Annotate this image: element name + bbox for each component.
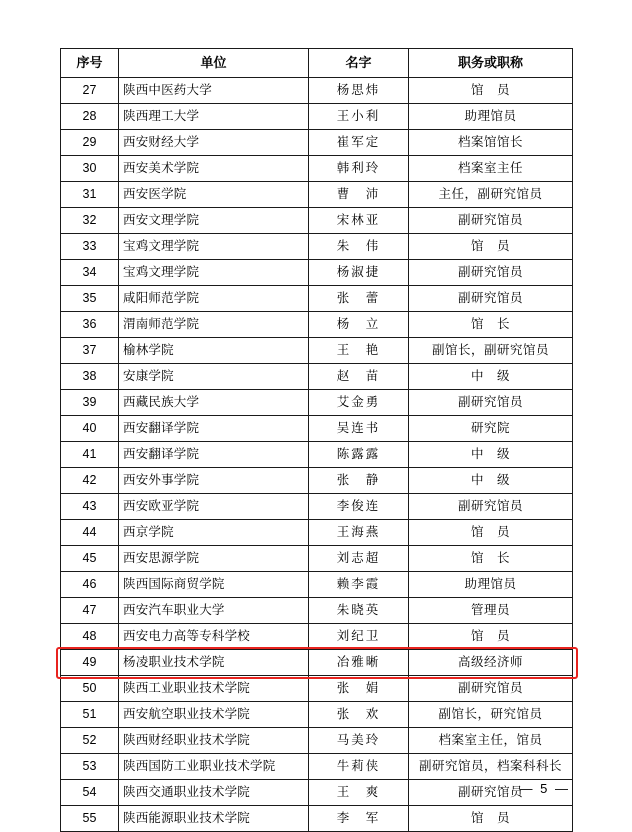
cell-unit: 西安翻译学院 [119,442,309,468]
cell-seq: 45 [61,546,119,572]
cell-seq: 37 [61,338,119,364]
cell-seq: 49 [61,650,119,676]
cell-title: 馆 长 [409,546,573,572]
cell-name: 张 静 [309,468,409,494]
table-row [61,754,573,780]
cell-seq: 34 [61,260,119,286]
cell-seq: 55 [61,806,119,832]
cell-seq: 28 [61,104,119,130]
cell-title: 副研究馆员 [409,208,573,234]
cell-name: 韩利玲 [309,156,409,182]
cell-unit: 陕西能源职业技术学院 [119,806,309,832]
cell-name: 王 爽 [309,780,409,806]
cell-title: 馆 员 [409,234,573,260]
cell-title: 中 级 [409,468,573,494]
page-number: — 5 — [519,781,570,796]
cell-title: 馆 长 [409,312,573,338]
cell-name: 杨思炜 [309,78,409,104]
cell-unit: 杨凌职业技术学院 [119,650,309,676]
cell-unit: 西安欧亚学院 [119,494,309,520]
cell-seq: 31 [61,182,119,208]
table-row [61,546,573,572]
cell-unit: 榆林学院 [119,338,309,364]
cell-unit: 西安美术学院 [119,156,309,182]
cell-unit: 陕西交通职业技术学院 [119,780,309,806]
cell-seq: 32 [61,208,119,234]
cell-name: 王 艳 [309,338,409,364]
table-row [61,364,573,390]
cell-name: 刘志超 [309,546,409,572]
cell-title: 中 级 [409,442,573,468]
table-row [61,806,573,832]
cell-title: 副馆长，研究馆员 [409,702,573,728]
table-row [61,702,573,728]
table-row [61,728,573,754]
table-row [61,520,573,546]
cell-seq: 46 [61,572,119,598]
cell-title: 助理馆员 [409,104,573,130]
cell-name: 宋林亚 [309,208,409,234]
cell-seq: 39 [61,390,119,416]
table-body [61,78,573,832]
cell-title: 中 级 [409,364,573,390]
cell-name: 杨 立 [309,312,409,338]
cell-unit: 西安电力高等专科学校 [119,624,309,650]
table-row [61,182,573,208]
cell-unit: 西安思源学院 [119,546,309,572]
cell-name: 王小利 [309,104,409,130]
column-header-name: 名字 [309,49,409,78]
cell-unit: 陕西中医药大学 [119,78,309,104]
cell-seq: 36 [61,312,119,338]
cell-title: 副研究馆员 [409,260,573,286]
cell-name: 李 军 [309,806,409,832]
cell-unit: 西安外事学院 [119,468,309,494]
table-row [61,468,573,494]
cell-name: 陈露露 [309,442,409,468]
cell-title: 副研究馆员 [409,494,573,520]
cell-name: 朱晓英 [309,598,409,624]
cell-seq: 35 [61,286,119,312]
table-row [61,286,573,312]
table-row [61,676,573,702]
cell-title: 副研究馆员 [409,286,573,312]
cell-unit: 陕西财经职业技术学院 [119,728,309,754]
cell-unit: 西安翻译学院 [119,416,309,442]
cell-title: 主任，副研究馆员 [409,182,573,208]
cell-title: 研究院 [409,416,573,442]
cell-seq: 50 [61,676,119,702]
cell-title: 馆 员 [409,806,573,832]
cell-seq: 33 [61,234,119,260]
cell-seq: 54 [61,780,119,806]
table-row [61,234,573,260]
cell-seq: 41 [61,442,119,468]
cell-unit: 陕西国防工业职业技术学院 [119,754,309,780]
cell-seq: 52 [61,728,119,754]
cell-name: 张 娟 [309,676,409,702]
cell-seq: 29 [61,130,119,156]
cell-seq: 38 [61,364,119,390]
table-row [61,572,573,598]
cell-seq: 42 [61,468,119,494]
personnel-table [60,48,573,832]
cell-title: 档案馆馆长 [409,130,573,156]
table-row [61,104,573,130]
cell-title: 馆 员 [409,520,573,546]
table-row [61,130,573,156]
table-row [61,390,573,416]
cell-name: 赵 苗 [309,364,409,390]
cell-unit: 安康学院 [119,364,309,390]
table-row [61,260,573,286]
cell-unit: 西安财经大学 [119,130,309,156]
table-row [61,338,573,364]
table-row [61,416,573,442]
cell-name: 王海燕 [309,520,409,546]
cell-seq: 48 [61,624,119,650]
cell-seq: 51 [61,702,119,728]
cell-title: 副研究馆员 [409,390,573,416]
cell-title: 副研究馆员 [409,780,573,806]
cell-title: 馆 员 [409,78,573,104]
table-row [61,78,573,104]
cell-unit: 咸阳师范学院 [119,286,309,312]
cell-name: 崔军定 [309,130,409,156]
cell-name: 牛莉侠 [309,754,409,780]
cell-unit: 西安医学院 [119,182,309,208]
column-header-title: 职务或职称 [409,49,573,78]
table-row [61,442,573,468]
cell-title: 副研究馆员 [409,676,573,702]
cell-title: 副馆长，副研究馆员 [409,338,573,364]
cell-unit: 西安文理学院 [119,208,309,234]
cell-name: 杨淑捷 [309,260,409,286]
table-row [61,312,573,338]
cell-name: 艾金勇 [309,390,409,416]
table-row [61,780,573,806]
cell-title: 档案室主任，馆员 [409,728,573,754]
cell-seq: 30 [61,156,119,182]
cell-name: 张 欢 [309,702,409,728]
cell-name: 朱 伟 [309,234,409,260]
cell-name: 刘纪卫 [309,624,409,650]
table-header-row [61,49,573,78]
cell-title: 馆 员 [409,624,573,650]
table-header [61,49,573,78]
table-row [61,494,573,520]
cell-unit: 西京学院 [119,520,309,546]
cell-name: 吴连书 [309,416,409,442]
cell-title: 高级经济师 [409,650,573,676]
column-header-unit: 单位 [119,49,309,78]
cell-unit: 陕西工业职业技术学院 [119,676,309,702]
cell-name: 曹 沛 [309,182,409,208]
cell-title: 管理员 [409,598,573,624]
cell-unit: 宝鸡文理学院 [119,234,309,260]
cell-seq: 43 [61,494,119,520]
column-header-seq: 序号 [61,49,119,78]
cell-seq: 27 [61,78,119,104]
cell-unit: 西安汽车职业大学 [119,598,309,624]
cell-title: 助理馆员 [409,572,573,598]
cell-name: 张 蕾 [309,286,409,312]
cell-unit: 渭南师范学院 [119,312,309,338]
cell-title: 副研究馆员，档案科科长 [409,754,573,780]
cell-name: 马美玲 [309,728,409,754]
table-row [61,156,573,182]
cell-unit: 陕西理工大学 [119,104,309,130]
table-row [61,598,573,624]
cell-name: 冶雅晰 [309,650,409,676]
table-row [61,624,573,650]
cell-title: 档案室主任 [409,156,573,182]
cell-seq: 44 [61,520,119,546]
cell-unit: 西安航空职业技术学院 [119,702,309,728]
cell-seq: 40 [61,416,119,442]
table-row [61,208,573,234]
cell-unit: 陕西国际商贸学院 [119,572,309,598]
cell-name: 李俊连 [309,494,409,520]
cell-name: 赖李霞 [309,572,409,598]
cell-seq: 47 [61,598,119,624]
cell-unit: 宝鸡文理学院 [119,260,309,286]
table-row [61,650,573,676]
cell-seq: 53 [61,754,119,780]
cell-unit: 西藏民族大学 [119,390,309,416]
